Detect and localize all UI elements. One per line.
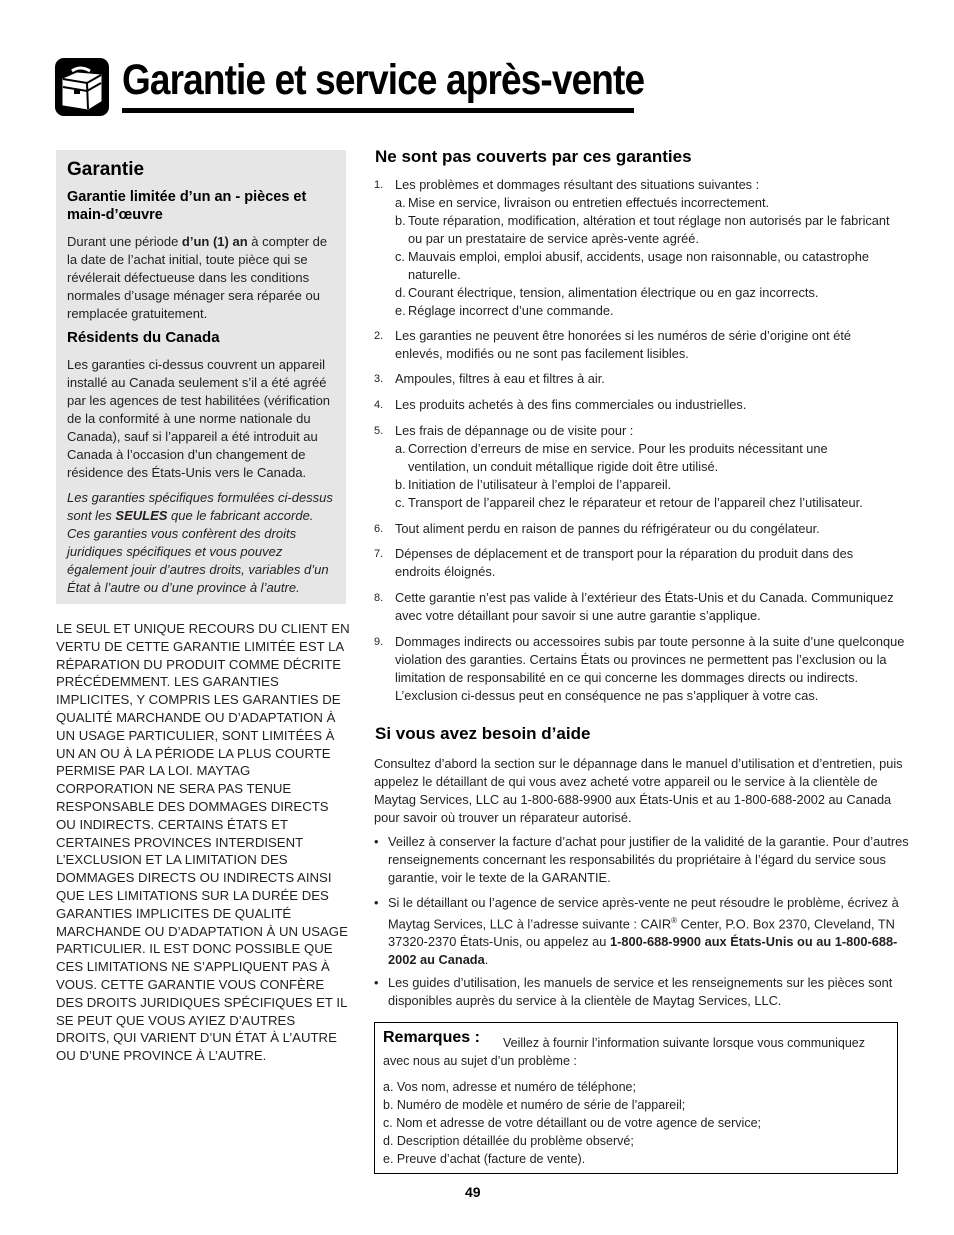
list-item-8 [374, 589, 914, 625]
page-number: 49 [465, 1184, 481, 1200]
notes-intro: Veillez à fournir l’information suivante lorsque vous communiquez avec nous au sujet d’un problème : [383, 1036, 865, 1068]
item-text: Ampoules, filtres à eau et filtres à air. [395, 371, 605, 386]
sub-text: Initiation de l’utilisateur à l’emploi de l’appareil. [408, 477, 672, 492]
limited-warranty-heading: Garantie limitée d’un an - pièces et main-d’œuvre [67, 189, 307, 223]
bullet-dot: • [374, 834, 379, 849]
specific-text-bold: SEULES [115, 508, 168, 523]
limited-text-bold: d’un (1) an [181, 234, 248, 249]
sub-text: Mauvais emploi, emploi abusif, accidents, usage non raisonnable, ou catastrophe naturelle. [408, 249, 869, 282]
warranty-heading: Garantie [67, 159, 145, 180]
page-title: Garantie et service après-vente [122, 56, 645, 104]
item-number: 9. [374, 636, 384, 648]
item-number: 3. [374, 373, 384, 385]
item-number: 8. [374, 592, 384, 604]
item-number: 5. [374, 425, 384, 437]
item-text: Dommages indirects ou accessoires subis par toute personne à la suite d’une quelconque violation des garanties. Certains États ou provinces ne permettent pas l’exclusion ou la limitation de responsabilité en ce qui concerne les dommages directs ou indirects. L’exclusion ci-dessus peut en conséquence ne pas s’appliquer à votre cas. [395, 634, 905, 703]
item-number: 2. [374, 330, 384, 342]
bullet2-post: . [484, 952, 489, 968]
notes-heading: Remarques : [383, 1029, 480, 1046]
list-item-4 [374, 396, 914, 414]
sub-letter: b. [395, 213, 406, 228]
specific-text-post: que le fabricant accorde. Ces garanties vous confèrent des droits juridiques spécifiques et vous pouvez également jouir d’autres droits, variables d’un État à l’autre ou d’une province à l’autre. [67, 508, 329, 595]
list-item-1 [374, 176, 914, 320]
notes-list [383, 1078, 891, 1168]
item-number: 1. [374, 179, 384, 191]
sub-letter: a. [395, 195, 406, 210]
notes-list-item: c. Nom et adresse de votre détaillant ou de votre agence de service; [383, 1116, 761, 1130]
help-bullet-1 [374, 833, 914, 887]
list-item-5 [374, 422, 914, 512]
canada-residents-text: Les garanties ci-dessus couvrent un appareil installé au Canada seulement s’il a été agréé par les agences de test habilitées (vérification de la conformité à une norme nationale du Canada), sauf si l’appareil a été introduit au Canada à l’occasion d’un changement de résidence des États-Unis vers le Canada. [67, 357, 331, 480]
help-bullet-3 [374, 974, 914, 1010]
toolbox-icon [54, 57, 110, 117]
help-intro: Consultez d’abord la section sur le dépannage dans le manuel d’utilisation et d’entretien, puis appelez le détaillant de qui vous avez acheté votre appareil ou le service à la clientèle de Maytag Services, LLC au 1-800-688-9900 aux États-Unis et au 1-800-688-2002 au Canada pour savoir où trouver un réparateur autorisé. [374, 756, 903, 825]
bullet-dot: • [374, 975, 379, 990]
item-text: Tout aliment perdu en raison de pannes du réfrigérateur ou du congélateur. [395, 521, 820, 536]
limited-text-post: à compter de la date de l’achat initial, toute pièce qui se révélerait défectueuse dans les conditions normales d’usage ménager sera réparée ou remplacée gratuitement. [67, 234, 328, 321]
list-item-9 [374, 633, 914, 705]
exclusion-paragraph: LE SEUL ET UNIQUE RECOURS DU CLIENT EN VERTU DE CETTE GARANTIE LIMITÉE EST LA RÉPARATION DU PRODUIT COMME DÉCRITE PRÉCÉDEMMENT. LES GARANTIES IMPLICITES, Y COMPRIS LES GARANTIES DE QUALITÉ MARCHANDE OU D’ADAPTATION À UN USAGE PARTICULIER, SONT LIMITÉES À UN AN OU À LA PÉRIODE LA PLUS COURTE PERMISE PAR LA LOI. MAYTAG CORPORATION NE SERA PAS TENUE RESPONSABLE DES DOMMAGES DIRECTS OU INDIRECTS. CERTAINS ÉTATS ET CERTAINES PROVINCES INTERDISENT L’EXCLUSION ET LA LIMITATION DES DOMMAGES DIRECTS OU INDIRECTS AINSI QUE LES LIMITATIONS SUR LA DURÉE DES GARANTIES IMPLICITES DE QUALITÉ MARCHANDE OU D’ADAPTATION À UN USAGE PARTICULIER. IL EST DONC POSSIBLE QUE CES LIMITATIONS NE S’APPLIQUENT PAS À VOUS. CETTE GARANTIE VOUS CONFÈRE DES DROITS JURIDIQUES SPÉCIFIQUES ET IL SE PEUT QUE VOUS AYIEZ D’AUTRES DROITS, QUI VARIENT D’UN ÉTAT À L’AUTRE OU D’UNE PROVINCE À L’AUTRE. [56, 621, 350, 1064]
sub-text: Transport de l’appareil chez le réparateur et retour de l’appareil chez l’utilisateur. [408, 495, 863, 510]
bullet-text [388, 894, 914, 969]
item-text: Les problèmes et dommages résultant des situations suivantes : [395, 177, 760, 192]
sub-letter: c. [395, 249, 405, 264]
sub-letter: e. [395, 303, 406, 318]
bullet2-mid: Center, P.O. Box 2370, Cleveland, TN 37320-2370 États-Unis, ou appelez au [388, 916, 895, 950]
sub-letter: c. [395, 495, 405, 510]
item-text: Les frais de dépannage ou de visite pour : [395, 423, 634, 438]
notes-list-item: a. Vos nom, adresse et numéro de téléphone; [383, 1080, 636, 1094]
canada-residents-heading: Résidents du Canada [67, 329, 220, 346]
list-item-2 [374, 327, 914, 363]
list-item-6 [374, 520, 914, 538]
phone-numbers: 1-800-688-9900 aux États-Unis ou au 1-800-688-2002 au Canada [388, 934, 898, 968]
sub-text: Toute réparation, modification, altération et tout réglage non autorisés par le fabricant ou par un prestataire de service après-vente agréé. [408, 213, 890, 246]
sub-text: Mise en service, livraison ou entretien effectués incorrectement. [408, 195, 770, 210]
bullet2-pre: Si le détaillant ou l’agence de service après-vente ne peut résoudre le problème, écrivez à Maytag Services, LLC à l’adresse suivante : CAIR [388, 895, 899, 932]
item-text: Dépenses de déplacement et de transport pour la réparation du produit dans des endroits éloignés. [395, 546, 854, 579]
title-underline [122, 108, 634, 113]
sub-text: Courant électrique, tension, alimentation électrique ou en gaz incorrects. [408, 285, 819, 300]
bullet-text: Veillez à conserver la facture d’achat pour justifier de la validité de la garantie. Pour d’autres renseignements concernant les responsabilités du propriétaire à l’égard du service sous garantie, voir le texte de la GARANTIE. [388, 834, 909, 885]
sub-text: Réglage incorrect d’une commande. [408, 303, 614, 318]
help-heading: Si vous avez besoin d’aide [375, 724, 591, 743]
help-bullet-2 [374, 894, 914, 969]
registered-mark: ® [671, 916, 677, 925]
sub-text: Correction d’erreurs de mise en service. Pour les produits nécessitant une ventilation, un conduit métallique rigide doit être utilisé. [408, 441, 828, 474]
limited-warranty-text [67, 233, 339, 323]
item-number: 4. [374, 399, 384, 411]
bullet-dot: • [374, 895, 379, 910]
limited-text-pre: Durant une période [67, 234, 182, 249]
notes-list-item: b. Numéro de modèle et numéro de série de l’appareil; [383, 1098, 686, 1112]
item-text: Les garanties ne peuvent être honorées si les numéros de série d’origine ont été enlevés, modifiés ou ne sont pas facilement lisibles. [395, 328, 851, 361]
item-text: Cette garantie n’est pas valide à l’extérieur des États-Unis et du Canada. Communiquez avec votre détaillant pour savoir si une autre garantie s’applique. [395, 590, 894, 623]
item-number: 7. [374, 548, 384, 560]
specific-warranties-text [67, 489, 339, 597]
item-text: Les produits achetés à des fins commerciales ou industrielles. [395, 397, 747, 412]
list-item-3 [374, 370, 914, 388]
bullet-text: Les guides d’utilisation, les manuels de service et les renseignements sur les pièces sont disponibles auprès du service à la clientèle de Maytag Services, LLC. [388, 975, 893, 1008]
notes-list-item: e. Preuve d’achat (facture de vente). [383, 1152, 586, 1166]
sub-letter: a. [395, 441, 406, 456]
not-covered-heading: Ne sont pas couverts par ces garanties [375, 147, 692, 166]
sub-letter: b. [395, 477, 406, 492]
specific-text-pre: Les garanties spécifiques formulées ci-dessus sont les [67, 490, 333, 523]
item-number: 6. [374, 523, 384, 535]
list-item-7 [374, 545, 914, 581]
notes-list-item: d. Description détaillée du problème observé; [383, 1134, 634, 1148]
sub-letter: d. [395, 285, 406, 300]
